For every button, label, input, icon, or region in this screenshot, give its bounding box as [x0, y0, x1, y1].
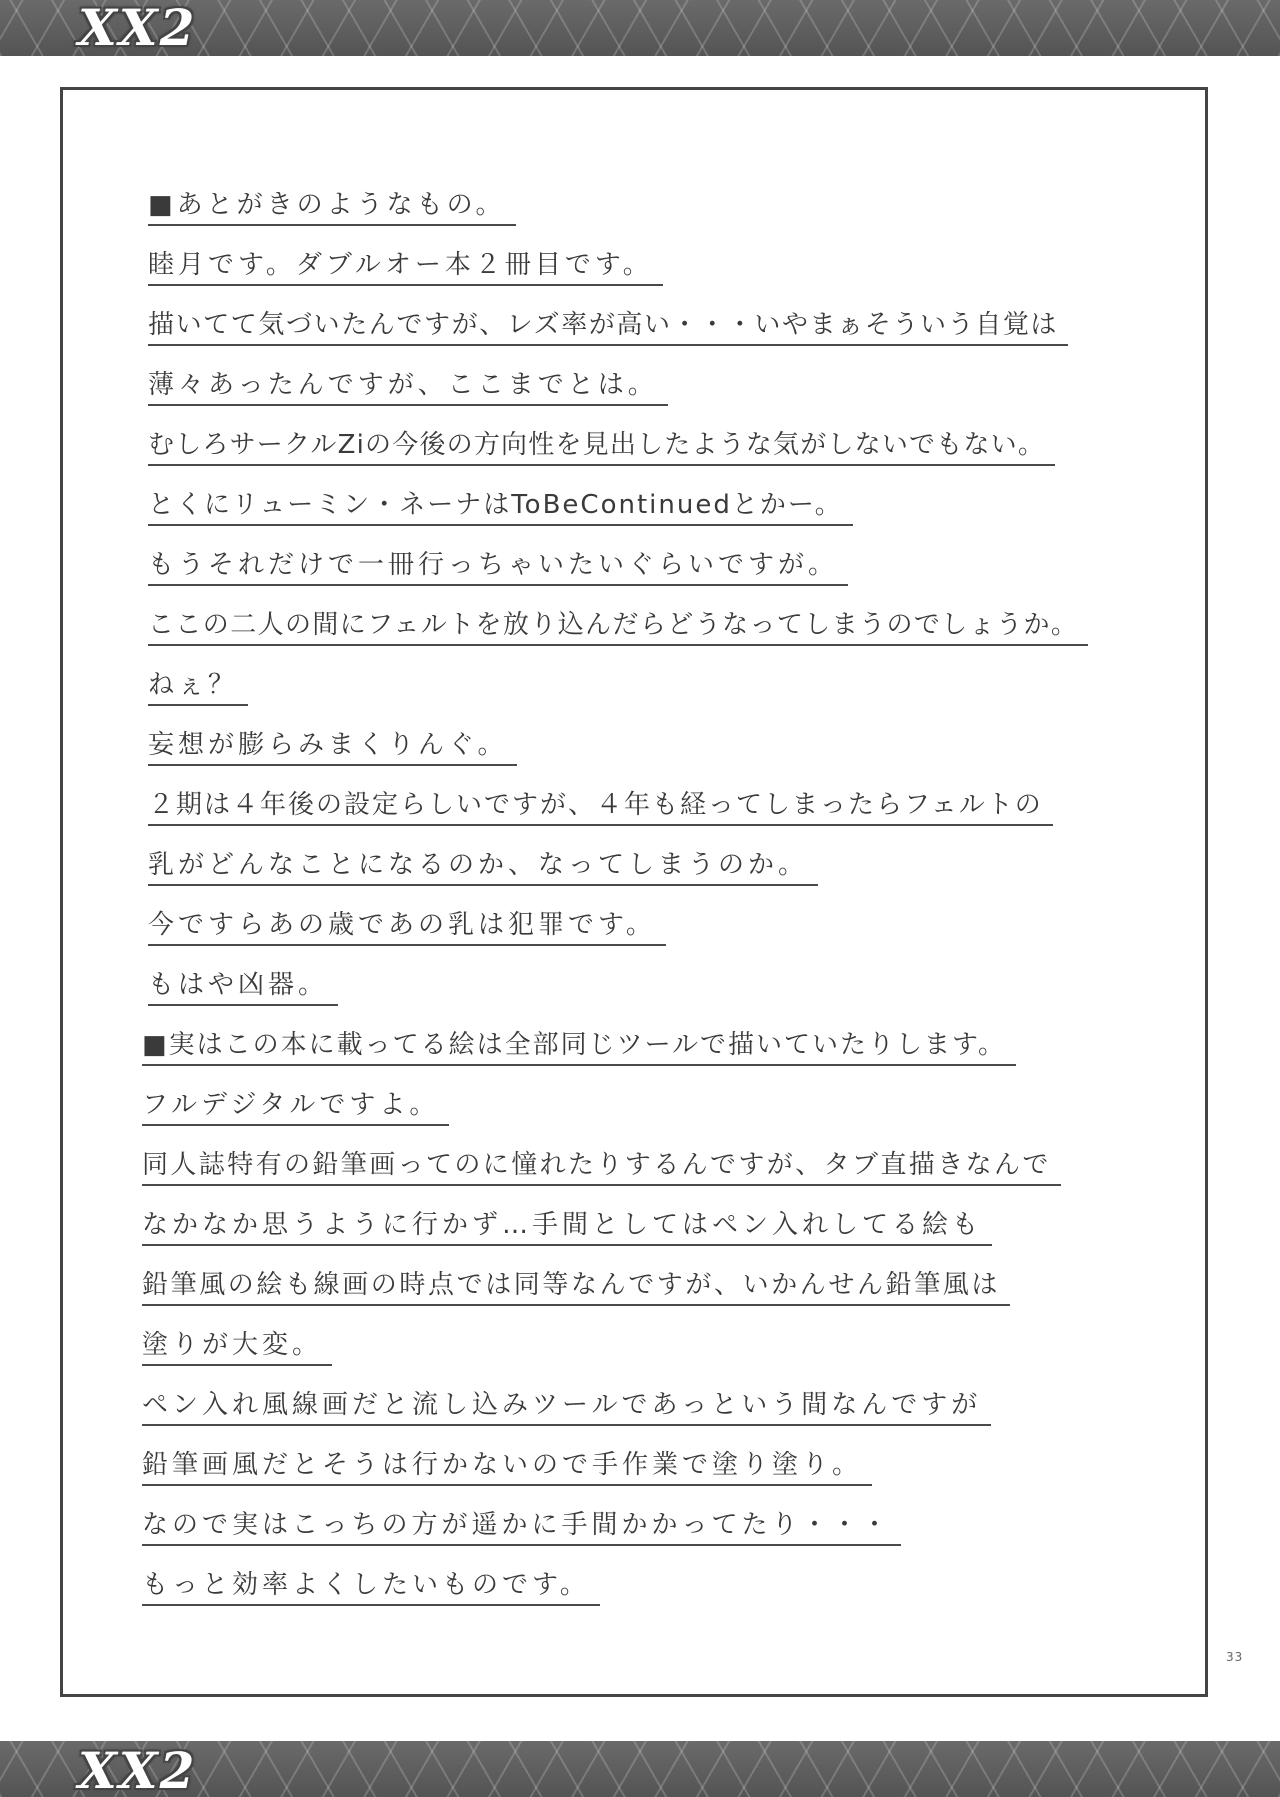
footer-band [0, 1741, 1280, 1797]
text-line: もうそれだけで一冊行っちゃいたいぐらいですが。 [148, 548, 848, 586]
text-line: もっと効率よくしたいものです。 [142, 1568, 600, 1606]
text-line: 今ですらあの歳であの乳は犯罪です。 [148, 908, 666, 946]
text-line: ここの二人の間にフェルトを放り込んだらどうなってしまうのでしょうか。 [148, 608, 1088, 646]
text-line: もはや凶器。 [148, 968, 338, 1006]
text-line: ２期は４年後の設定らしいですが、４年も経ってしまったらフェルトの [148, 788, 1053, 826]
text-line: とくにリューミン・ネーナはToBeContinuedとかー。 [148, 488, 853, 526]
text-line: 描いてて気づいたんですが、レズ率が高い・・・いやまぁそういう自覚は [148, 308, 1068, 346]
header-band [0, 0, 1280, 56]
text-line: フルデジタルですよ。 [142, 1088, 449, 1126]
text-line: ■実はこの本に載ってる絵は全部同じツールで描いていたりします。 [142, 1028, 1016, 1066]
text-line: ねぇ？ [148, 668, 248, 706]
text-line: 塗りが大変。 [142, 1328, 332, 1366]
footer-logo: XX2 [78, 1741, 197, 1797]
text-line: ペン入れ風線画だと流し込みツールであっという間なんですが [142, 1388, 991, 1426]
text-line: なので実はこっちの方が遥かに手間かかってたり・・・ [142, 1508, 901, 1546]
page-number: 33 [1226, 1650, 1244, 1664]
text-line: 同人誌特有の鉛筆画ってのに憧れたりするんですが、タブ直描きなんで [142, 1148, 1061, 1186]
text-line: 薄々あったんですが、ここまでとは。 [148, 368, 668, 406]
text-line: なかなか思うように行かず…手間としてはペン入れしてる絵も [142, 1208, 992, 1246]
text-line: 妄想が膨らみまくりんぐ。 [148, 728, 517, 766]
text-line: ■あとがきのようなもの。 [148, 188, 516, 226]
text-line: 鉛筆風の絵も線画の時点では同等なんですが、いかんせん鉛筆風は [142, 1268, 1010, 1306]
text-line: 睦月です。ダブルオー本２冊目です。 [148, 248, 663, 286]
text-line: 乳がどんなことになるのか、なってしまうのか。 [148, 848, 818, 886]
text-line: むしろサークルZiの今後の方向性を見出したような気がしないでもない。 [148, 428, 1055, 466]
text-line: 鉛筆画風だとそうは行かないので手作業で塗り塗り。 [142, 1448, 872, 1486]
header-logo: XX2 [78, 0, 197, 56]
